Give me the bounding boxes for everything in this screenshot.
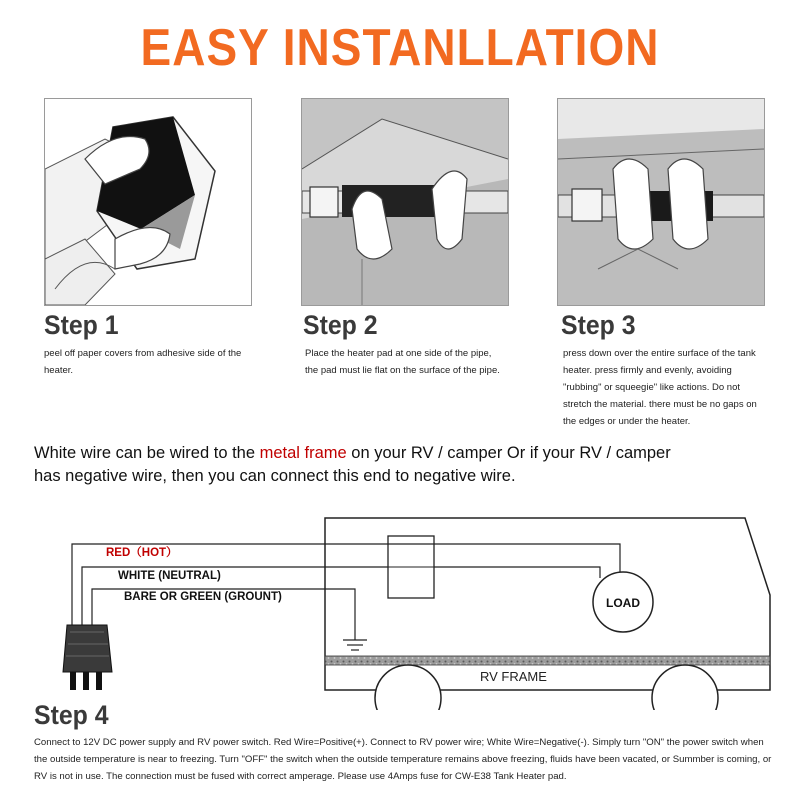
step3-illustration xyxy=(557,98,765,306)
step3-line: the edges or under the heater. xyxy=(563,416,691,427)
step3-line: heater. press firmly and evenly, avoiding xyxy=(563,365,732,376)
step3-label: Step 3 xyxy=(561,310,636,340)
ground-wire-label: BARE OR GREEN (GROUNT) xyxy=(124,591,282,603)
load-label: LOAD xyxy=(606,596,640,610)
step2-line: the pad must lie flat on the surface of the pipe. xyxy=(305,365,500,376)
step4-description xyxy=(34,734,782,785)
step1-description xyxy=(44,345,284,379)
intro-text: White wire can be wired to the xyxy=(34,444,260,462)
step4-label: Step 4 xyxy=(34,700,109,730)
intro-text: on your RV / camper Or if your RV / camper xyxy=(346,444,671,462)
step2-description xyxy=(305,345,545,379)
intro-highlight: metal frame xyxy=(259,444,347,462)
wiring-diagram xyxy=(0,510,800,710)
front-wheel xyxy=(375,665,441,710)
rv-frame-band xyxy=(325,656,770,665)
step3-line: press down over the entire surface of the tank xyxy=(563,348,756,359)
rv-frame-label: RV FRAME xyxy=(480,669,547,684)
red-wire-label: RED（HOT） xyxy=(106,547,178,559)
step1-line: heater. xyxy=(44,365,74,376)
step3-description xyxy=(563,345,793,430)
step2-illustration xyxy=(301,98,509,306)
step4-line: RV is not in use. The connection must be fused with correct amperage. Please use 4Amps fuse for CW-E38 Tank Heater pad. xyxy=(34,771,567,782)
step1-line: peel off paper covers from adhesive side of the xyxy=(44,348,242,359)
wiring-intro xyxy=(34,442,774,488)
page-title: EASY INSTANLLATION xyxy=(140,17,660,77)
power-plug xyxy=(63,625,112,690)
rear-wheel xyxy=(652,665,718,710)
step1-label: Step 1 xyxy=(44,310,119,340)
step3-line: stretch the material. there must be no gaps on xyxy=(563,399,757,410)
intro-text-line2: has negative wire, then you can connect this end to negative wire. xyxy=(34,467,516,485)
step1-illustration xyxy=(44,98,252,306)
step2-line: Place the heater pad at one side of the pipe, xyxy=(305,348,492,359)
step4-line: Connect to 12V DC power supply and RV power switch. Red Wire=Positive(+). Connect to RV power wire; White Wire=Negative(-). Simply turn "ON" the power switch when xyxy=(34,737,764,748)
step2-label: Step 2 xyxy=(303,310,378,340)
step3-line: "rubbing" or squeegie" like actions. Do not xyxy=(563,382,740,393)
step4-line: the outside temperature is near to freezing. Turn "OFF" the switch when the outside temperature remains above freezing, fluids have been vacated, or Summber is coming, or xyxy=(34,754,772,765)
white-wire-label: WHITE (NEUTRAL) xyxy=(118,570,221,582)
